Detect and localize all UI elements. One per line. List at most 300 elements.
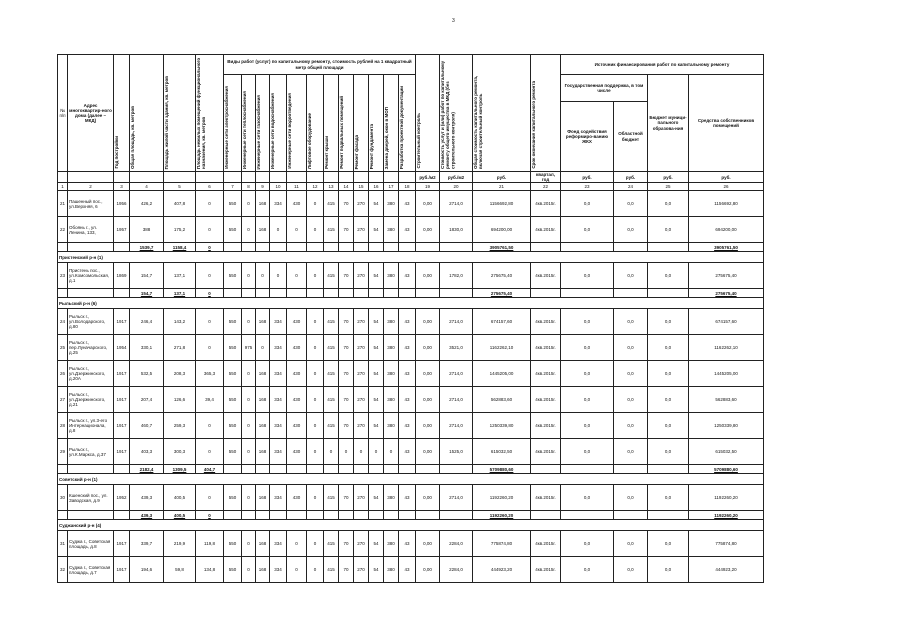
address-cell: Рыльск г., ул.3-его Интернационала, д.8 <box>68 413 114 439</box>
data-cell: 550 <box>224 361 242 387</box>
data-cell: 0,0 <box>648 263 689 289</box>
empty-cell <box>648 243 689 252</box>
data-cell: 694200,00 <box>473 217 531 243</box>
row-number-cell: 32 <box>58 557 68 583</box>
data-cell: 0,0 <box>648 217 689 243</box>
empty-cell <box>399 465 416 474</box>
data-cell: 270 <box>354 217 369 243</box>
data-cell: 334 <box>270 439 287 465</box>
unit-cell <box>242 172 256 183</box>
data-cell: 388 <box>130 217 164 243</box>
data-cell: 0,0 <box>561 361 614 387</box>
data-cell: 562883,60 <box>689 387 764 413</box>
data-cell: 0,00 <box>416 439 440 465</box>
data-cell: 0 <box>307 387 324 413</box>
data-cell: 4кв.2015г. <box>531 217 561 243</box>
data-cell: 54 <box>369 413 384 439</box>
row-number-cell: 30 <box>58 485 68 511</box>
empty-cell <box>399 243 416 252</box>
table-row <box>58 531 764 557</box>
unit-cell <box>58 172 68 183</box>
data-cell: 43 <box>399 191 416 217</box>
data-cell: 4кв.2015г. <box>531 191 561 217</box>
empty-cell <box>114 511 130 520</box>
subtotal-cell: 1539,7 <box>130 243 164 252</box>
empty-cell <box>561 465 614 474</box>
unit-cell <box>68 172 114 183</box>
data-cell: 550 <box>224 309 242 335</box>
data-cell: 1525,0 <box>440 439 473 465</box>
data-cell: 0,0 <box>614 531 648 557</box>
row-number-cell: 26 <box>58 361 68 387</box>
column-number-cell: 14 <box>339 183 354 191</box>
address-cell: Рыльск г., ул.Дзержинского, д.21 <box>68 387 114 413</box>
subtotal-cell: 3905761,50 <box>689 243 764 252</box>
data-cell: 175,2 <box>164 217 196 243</box>
data-cell: 54 <box>369 531 384 557</box>
header-works-group: Виды работ (услуг) по капитальному ремонту, стоимость рублей на 1 квадратный метр общей площади <box>224 55 416 75</box>
header-work-electric: Инженерные сети электроснабжения <box>224 75 242 172</box>
empty-cell <box>339 243 354 252</box>
header-work-water: Инженерные сети водоснабжения <box>270 75 287 172</box>
data-cell: 403,3 <box>130 439 164 465</box>
data-cell: 415 <box>324 485 339 511</box>
data-cell: 400,5 <box>164 485 196 511</box>
table-row <box>58 335 764 361</box>
data-cell: 430 <box>287 361 307 387</box>
column-number-cell: 11 <box>287 183 307 191</box>
empty-cell <box>561 511 614 520</box>
header-work-sewer: Инженерные сети водоотведения <box>287 75 307 172</box>
empty-cell <box>384 465 399 474</box>
unit-rub: руб. <box>689 172 764 183</box>
data-cell: 0,00 <box>416 557 440 583</box>
data-cell: 43 <box>399 557 416 583</box>
table-body <box>58 191 764 583</box>
data-cell: 43 <box>399 263 416 289</box>
row-number-cell: 25 <box>58 335 68 361</box>
column-number-cell: 15 <box>354 183 369 191</box>
data-cell: 0,0 <box>614 485 648 511</box>
address-cell: Рыльск г., ул.Володарского, д.80 <box>68 309 114 335</box>
data-cell: 208,3 <box>164 361 196 387</box>
data-cell: 0 <box>242 531 256 557</box>
column-number-cell: 19 <box>416 183 440 191</box>
data-cell: 0 <box>196 439 224 465</box>
data-cell: 1957 <box>114 217 130 243</box>
data-cell: 0 <box>339 439 354 465</box>
table-row <box>58 263 764 289</box>
empty-cell <box>256 289 270 298</box>
empty-cell <box>614 465 648 474</box>
header-construction-control: Строительный контроль <box>416 55 440 172</box>
empty-cell <box>369 465 384 474</box>
subtotal-row <box>58 511 764 520</box>
data-cell: 2284,0 <box>440 531 473 557</box>
data-cell: 4кв.2015г. <box>531 531 561 557</box>
data-cell: 70 <box>339 387 354 413</box>
data-cell: 43 <box>399 361 416 387</box>
data-cell: 137,1 <box>164 263 196 289</box>
data-cell: 168 <box>256 413 270 439</box>
column-number-cell: 16 <box>369 183 384 191</box>
data-cell: 0,0 <box>561 439 614 465</box>
data-cell: 0,00 <box>416 263 440 289</box>
header-deadline: Срок окончания капитального ремонта <box>531 55 561 172</box>
data-cell: 0 <box>287 531 307 557</box>
data-cell: 0 <box>242 263 256 289</box>
address-cell: Суджа г., Советская площадь, д.7 <box>68 557 114 583</box>
header-work-elevator: Лифтовое оборудование <box>307 75 324 172</box>
data-cell: 259,3 <box>164 413 196 439</box>
data-cell: 1917 <box>114 531 130 557</box>
data-cell: 0 <box>196 309 224 335</box>
empty-cell <box>224 243 242 252</box>
data-cell: 4кв.2015г. <box>531 309 561 335</box>
table-row <box>58 191 764 217</box>
data-cell: 334 <box>270 485 287 511</box>
data-cell: 0,0 <box>614 413 648 439</box>
data-cell: 54 <box>369 191 384 217</box>
empty-cell <box>416 511 440 520</box>
unit-rub: руб. <box>473 172 531 183</box>
column-number-cell: 17 <box>384 183 399 191</box>
data-cell: 1917 <box>114 413 130 439</box>
empty-cell <box>369 511 384 520</box>
subtotal-cell: 404,7 <box>196 465 224 474</box>
subtotal-cell: 1158,4 <box>164 243 196 252</box>
data-cell: 0,0 <box>648 413 689 439</box>
data-cell: 334 <box>270 413 287 439</box>
data-cell: 460,7 <box>130 413 164 439</box>
data-cell: 2714,0 <box>440 485 473 511</box>
empty-cell <box>369 289 384 298</box>
row-number-cell: 27 <box>58 387 68 413</box>
data-cell: 550 <box>224 217 242 243</box>
data-cell: 0 <box>242 439 256 465</box>
data-cell: 415 <box>324 531 339 557</box>
data-cell: 126,6 <box>164 387 196 413</box>
data-cell: 1917 <box>114 361 130 387</box>
data-cell: 4кв.2015г. <box>531 557 561 583</box>
data-cell: 168 <box>256 485 270 511</box>
data-cell: 43 <box>399 335 416 361</box>
data-cell: 4кв.2015г. <box>531 387 561 413</box>
data-cell: 0 <box>307 413 324 439</box>
column-number-cell: 21 <box>473 183 531 191</box>
data-cell: 380 <box>384 335 399 361</box>
data-cell: 0,00 <box>416 217 440 243</box>
empty-cell <box>324 243 339 252</box>
data-cell: 615032,50 <box>473 439 531 465</box>
data-cell: 0 <box>287 557 307 583</box>
data-cell: 430 <box>287 387 307 413</box>
data-cell: 1917 <box>114 387 130 413</box>
data-cell: 168 <box>256 191 270 217</box>
data-cell: 271,8 <box>164 335 196 361</box>
data-cell: 674157,60 <box>473 309 531 335</box>
column-number-cell: 8 <box>242 183 256 191</box>
unit-rub: руб. <box>648 172 689 183</box>
data-cell: 0,00 <box>416 413 440 439</box>
empty-cell <box>68 465 114 474</box>
data-cell: 1192260,20 <box>689 485 764 511</box>
header-municipal: Бюджет муници-пального образова-ния <box>648 75 689 172</box>
data-cell: 0,0 <box>561 309 614 335</box>
empty-cell <box>256 243 270 252</box>
header-work-doors: Замена дверей, окон в МОП <box>384 75 399 172</box>
column-number-cell: 24 <box>614 183 648 191</box>
data-cell: 0,00 <box>416 361 440 387</box>
data-cell: 43 <box>399 387 416 413</box>
data-cell: 0,0 <box>648 191 689 217</box>
data-cell: 0,0 <box>614 387 648 413</box>
unit-cell <box>256 172 270 183</box>
district-row <box>58 252 764 263</box>
address-cell: Рыльск г., пер.Луначарского, д.25 <box>68 335 114 361</box>
row-number-cell: 31 <box>58 531 68 557</box>
data-cell: 246,4 <box>130 309 164 335</box>
unit-quarter: квартал, год <box>531 172 561 183</box>
empty-cell <box>256 511 270 520</box>
data-cell: 550 <box>224 413 242 439</box>
empty-cell <box>114 243 130 252</box>
data-cell: 4кв.2015г. <box>531 439 561 465</box>
district-name: Пристенский р-н (1) <box>58 252 764 263</box>
data-cell: 0 <box>196 217 224 243</box>
data-cell: 70 <box>339 485 354 511</box>
data-cell: 270 <box>354 413 369 439</box>
data-cell: 4кв.2015г. <box>531 361 561 387</box>
empty-cell <box>307 243 324 252</box>
address-cell: Обоянь г., ул. Ленина, 133, <box>68 217 114 243</box>
table-row <box>58 361 764 387</box>
data-cell: 0,0 <box>614 309 648 335</box>
data-cell: 168 <box>256 531 270 557</box>
data-cell: 70 <box>339 263 354 289</box>
data-cell: 275675,40 <box>689 263 764 289</box>
data-cell: 532,5 <box>130 361 164 387</box>
data-cell: 430 <box>287 335 307 361</box>
empty-cell <box>58 289 68 298</box>
data-cell: 270 <box>354 531 369 557</box>
header-total-cost: Общая стоимость капитального ремонта, включая строительный контроль <box>473 55 531 172</box>
data-cell: 119,8 <box>196 531 224 557</box>
empty-cell <box>440 465 473 474</box>
empty-cell <box>287 511 307 520</box>
column-number-cell: 3 <box>114 183 130 191</box>
data-cell: 43 <box>399 413 416 439</box>
column-number-cell: 18 <box>399 183 416 191</box>
empty-cell <box>68 289 114 298</box>
data-cell: 365,3 <box>196 361 224 387</box>
data-cell: 134,8 <box>196 557 224 583</box>
column-number-cell: 6 <box>196 183 224 191</box>
data-cell: 207,4 <box>130 387 164 413</box>
data-cell: 0,0 <box>648 531 689 557</box>
data-cell: 1445205,00 <box>473 361 531 387</box>
data-cell: 2714,0 <box>440 413 473 439</box>
data-cell: 444923,20 <box>473 557 531 583</box>
unit-rub-m2: руб./м2 <box>440 172 473 183</box>
empty-cell <box>440 243 473 252</box>
empty-cell <box>648 289 689 298</box>
data-cell: 439,3 <box>130 485 164 511</box>
data-cell: 380 <box>384 387 399 413</box>
empty-cell <box>369 243 384 252</box>
data-cell: 1250339,80 <box>689 413 764 439</box>
column-number-cell: 13 <box>324 183 339 191</box>
data-cell: 415 <box>324 309 339 335</box>
table-row <box>58 309 764 335</box>
empty-cell <box>270 289 287 298</box>
empty-cell <box>58 465 68 474</box>
unit-cell <box>354 172 369 183</box>
data-cell: 54 <box>369 335 384 361</box>
data-cell: 407,8 <box>164 191 196 217</box>
data-cell: 70 <box>339 557 354 583</box>
data-cell: 0 <box>369 439 384 465</box>
page-number: 3 <box>452 18 455 24</box>
empty-cell <box>399 511 416 520</box>
data-cell: 330,1 <box>130 335 164 361</box>
row-number-cell: 23 <box>58 263 68 289</box>
empty-cell <box>354 289 369 298</box>
data-cell: 0,0 <box>648 309 689 335</box>
header-work-facade: Ремонт фасада <box>354 75 369 172</box>
data-cell: 0,0 <box>561 531 614 557</box>
table-row <box>58 485 764 511</box>
data-cell: 430 <box>287 191 307 217</box>
data-cell: 43 <box>399 439 416 465</box>
data-cell: 1156692,80 <box>473 191 531 217</box>
data-cell: 415 <box>324 263 339 289</box>
subtotal-cell: 1309,5 <box>164 465 196 474</box>
data-cell: 0,00 <box>416 485 440 511</box>
subtotal-cell: 275675,40 <box>473 289 531 298</box>
data-cell: 415 <box>324 217 339 243</box>
data-cell: 0 <box>287 263 307 289</box>
unit-cell <box>130 172 164 183</box>
unit-cell <box>324 172 339 183</box>
data-cell: 0,00 <box>416 531 440 557</box>
data-cell: 168 <box>256 387 270 413</box>
header-state-support: Государственная поддержка, в том числе <box>561 75 648 102</box>
data-cell: 1782,0 <box>440 263 473 289</box>
data-cell: 0,0 <box>648 485 689 511</box>
data-cell: 0,00 <box>416 335 440 361</box>
data-cell: 0 <box>242 485 256 511</box>
district-row <box>58 520 764 531</box>
data-cell: 0,0 <box>614 557 648 583</box>
unit-cell <box>369 172 384 183</box>
table-row <box>58 217 764 243</box>
header-work-heat: Инженерные сети теплоснабжения <box>242 75 256 172</box>
empty-cell <box>648 465 689 474</box>
data-cell: 334 <box>270 361 287 387</box>
data-cell: 1156692,80 <box>689 191 764 217</box>
empty-cell <box>324 289 339 298</box>
data-cell: 1192260,20 <box>473 485 531 511</box>
data-cell: 2714,0 <box>440 309 473 335</box>
unit-cell <box>196 172 224 183</box>
empty-cell <box>224 289 242 298</box>
data-cell: 39,4 <box>196 387 224 413</box>
data-cell: 2714,0 <box>440 361 473 387</box>
data-cell: 300,3 <box>164 439 196 465</box>
empty-cell <box>354 243 369 252</box>
empty-cell <box>224 465 242 474</box>
empty-cell <box>339 465 354 474</box>
empty-cell <box>614 511 648 520</box>
data-cell: 0,0 <box>561 413 614 439</box>
unit-cell <box>339 172 354 183</box>
empty-cell <box>384 511 399 520</box>
subtotal-cell: 275675,40 <box>689 289 764 298</box>
column-number-cell: 9 <box>256 183 270 191</box>
subtotal-cell: 0 <box>196 511 224 520</box>
data-cell: 0 <box>307 531 324 557</box>
address-cell: Суджа г., Советская площадь, д.8 <box>68 531 114 557</box>
data-cell: 550 <box>224 387 242 413</box>
data-cell: 0,0 <box>614 217 648 243</box>
column-number-cell: 26 <box>689 183 764 191</box>
unit-cell <box>307 172 324 183</box>
data-cell: 975 <box>242 335 256 361</box>
data-cell: 54 <box>369 557 384 583</box>
data-cell: 43 <box>399 485 416 511</box>
empty-cell <box>648 511 689 520</box>
data-cell: 334 <box>270 309 287 335</box>
empty-cell <box>242 289 256 298</box>
data-cell: 1917 <box>114 557 130 583</box>
unit-rub: руб. <box>561 172 614 183</box>
data-cell: 615032,50 <box>689 439 764 465</box>
data-cell: 0,00 <box>416 387 440 413</box>
header-funding-group: Источник финансирования работ по капитальному ремонту <box>561 55 764 75</box>
unit-cell <box>114 172 130 183</box>
data-cell: 2714,0 <box>440 387 473 413</box>
empty-cell <box>531 465 561 474</box>
data-cell: 0 <box>196 191 224 217</box>
data-cell: 54 <box>369 361 384 387</box>
empty-cell <box>614 243 648 252</box>
data-cell: 1956 <box>114 191 130 217</box>
data-cell: 70 <box>339 413 354 439</box>
data-cell: 334 <box>270 557 287 583</box>
data-cell: 70 <box>339 217 354 243</box>
data-cell: 59,8 <box>164 557 196 583</box>
table-row <box>58 439 764 465</box>
subtotal-cell: 137,1 <box>164 289 196 298</box>
column-number-row <box>58 183 764 191</box>
subtotal-cell: 1192260,20 <box>689 511 764 520</box>
table-row <box>58 387 764 413</box>
empty-cell <box>354 511 369 520</box>
subtotal-cell: 5709880,60 <box>473 465 531 474</box>
empty-cell <box>384 289 399 298</box>
empty-cell <box>114 465 130 474</box>
data-cell: 0,0 <box>648 335 689 361</box>
data-cell: 0,0 <box>614 439 648 465</box>
data-cell: 143,2 <box>164 309 196 335</box>
column-number-cell: 12 <box>307 183 324 191</box>
data-cell: 54 <box>369 387 384 413</box>
column-number-cell: 10 <box>270 183 287 191</box>
data-cell: 0,0 <box>561 191 614 217</box>
data-cell: 334 <box>270 387 287 413</box>
data-cell: 54 <box>369 217 384 243</box>
